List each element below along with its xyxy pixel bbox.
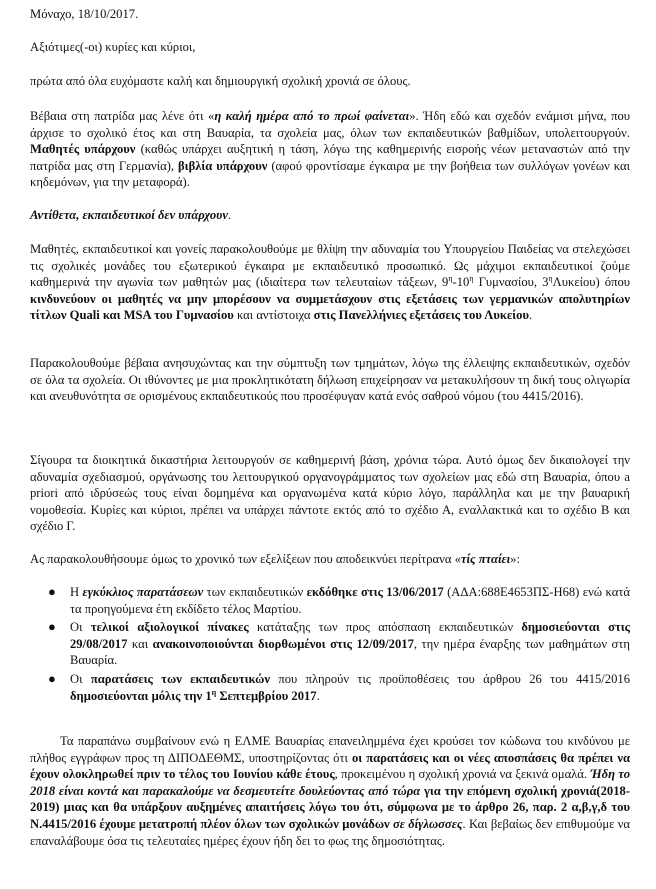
- text-run: Λυκείου) όπου: [552, 275, 630, 290]
- salutation: Αξιότιμες(-οι) κυρίες και κύριοι,: [30, 40, 196, 54]
- text-run: και αντίστοιχα: [233, 308, 314, 323]
- section-heading: [30, 207, 630, 224]
- emphasis-2018: Ήδη το 2018 είναι κοντά και παρακαλούμε να δεσμευτείτε δουλεύοντας από τώρα: [30, 767, 630, 798]
- bullet-icon: ●: [48, 619, 56, 635]
- text-run: .: [316, 688, 320, 703]
- list-item: [48, 584, 630, 617]
- text-run: Μαθητές, εκπαιδευτικοί και γονείς παρακολουθούμε με θλίψη την αδυναμία του Υπουργείου Παιδείας να στελεχώσει τις σχολικές μονάδες του εξωτερικού έγκαιρα με εκπαιδευτικό προσωπικό. Ως μάχιμοι εκπαιδευτικοί ζούμε καθημερινά την αγωνία των μαθητών μας (ιδιαίτερα των τελευταίων τάξεων, 9: [30, 242, 630, 290]
- text-run: Η: [70, 585, 83, 599]
- bullet-icon: ●: [48, 584, 56, 599]
- heading-text: Αντίθετα, εκπαιδευτικοί δεν υπάρχουν: [30, 208, 228, 222]
- place-date: Μόναχο, 18/10/2017.: [30, 7, 139, 21]
- emphasis-students: Μαθητές υπάρχουν: [30, 142, 136, 157]
- paragraph-closing: [30, 733, 630, 849]
- emphasis: Σεπτεμβρίου 2017: [216, 688, 317, 703]
- list-item: [48, 619, 630, 669]
- text-run: . Και βεβαίως δεν επιθυμούμε να επαναλάβουμε όσα τις τελευταίες ημέρες έχουν ήδη δει το φως της δημοσιότητας.: [30, 816, 630, 848]
- superscript: η: [448, 274, 453, 283]
- superscript: η: [469, 274, 474, 283]
- emphasis-requirements: για την επόμενη σχολική χρονιά(2018-2019) μιας και θα υπάρξουν αυξημένες απαιτήσεις λόγω του ότι, σύμφωνα με το άρθρο 26, παρ. 2 α,β,γ,δ του Ν.4415/2016 έχουμε μετατροπή πλέον όλων των σχολικών μονάδων: [30, 783, 630, 831]
- emphasis-bilingual: σε δίγλωσσες: [392, 816, 463, 831]
- text-run: -10: [452, 275, 470, 290]
- text-run: Οι: [70, 671, 91, 686]
- text-run: που πληρούν τις προϋποθέσεις του άρθρου 26 του 4415/2016: [270, 671, 630, 686]
- list-item: [48, 670, 630, 704]
- text-run: Οι: [70, 620, 91, 635]
- text-run: .: [528, 308, 533, 323]
- timeline-list: [48, 584, 630, 706]
- superscript: η: [548, 274, 553, 283]
- text-run: κατάταξης των προς απόσπαση εκπαιδευτικών: [248, 620, 522, 635]
- emphasis: δημοσιεύονται στις 29/08/2017: [70, 620, 630, 651]
- text-run: »:: [510, 552, 520, 566]
- paragraph-chronicle: [30, 551, 630, 568]
- text-run: ». Ήδη εδώ και σχεδόν ενάμισι μήνα, που άρχισε το σχολικό έτος και στη Βαυαρία, τα σχολεία μας, όλων των εκπαιδευτικών βαθμίδων, υπολειτουργούν.: [30, 109, 630, 140]
- emphasis-quote: τίς πταίει: [460, 552, 511, 566]
- text-run: Βέβαια στη πατρίδα μας λένε ότι «: [30, 109, 215, 123]
- paragraph-merging: Παρακολουθούμε βέβαια ανησυχώντας και την σύμπτυξη των τμημάτων, λόγω της έλλειψης εκπαιδευτικών, σχεδόν σε όλα τα σχολεία. Οι ιθύνοντες με μια προκλητικότατη δήλωση επιχείρησαν να μετακυλήσουν τη δική τους ολιγωρία και ανευθυνότητα σε ορισμένους εκπαιδευτικούς που προσέφυγαν κατά ενός σαθρού νόμου (του 4415/2016).: [30, 356, 630, 404]
- emphasis: εγκύκλιος παρατάσεων: [82, 585, 204, 599]
- emphasis-quote: η καλή ημέρα από το πρωί φαίνεται: [214, 109, 410, 123]
- text-run: Τα παραπάνω συμβαίνουν ενώ η ΕΛΜΕ Βαυαρίας επανειλημμένα έχει κρούσει τον κώδωνα του κινδύνου με πλήθος εγγράφων προς τη ΔΙΠΟΔΕΘΜΣ, υποστηρίζοντας ότι: [30, 734, 630, 765]
- text-run: Γυμνασίου, 3: [473, 275, 549, 290]
- emphasis: τελικοί αξιολογικοί πίνακες: [90, 620, 249, 635]
- bullet-icon: ●: [48, 670, 56, 686]
- paragraph-courts: Σίγουρα τα διοικητικά δικαστήρια λειτουργούν σε καθημερινή βάση, χρόνια τώρα. Αυτό όμως δεν δικαιολογεί την αδυναμία σχεδιασμού, οργάνωσης του λειτουργικού οργανογράμματος των σχολείων μας εδώ στη Βαυαρία, όπου a priori από ιδρύσεώς τους είναι δομημένα και οργανωμένα κατά κύριο λόγο, παράλληλα και με την βαυαρική νομοθεσία. Κυρίες και κύριοι, πρέπει να υπάρχει πάντοτε εκτός από το σχέδιο Α, εναλλακτικά και το σχέδιο Β και σχέδιο Γ.: [30, 453, 630, 534]
- text-run: (ΑΔΑ:688Ε4653ΠΣ-Η68) ενώ κατά τα προηγούμενα έτη εκδίδετο τέλος Μαρτίου.: [70, 585, 630, 616]
- text-run: και: [127, 636, 153, 651]
- paragraph-teachers: [30, 241, 630, 324]
- emphasis: εκδόθηκε στις 13/06/2017: [306, 585, 444, 599]
- superscript: η: [211, 687, 217, 697]
- text-run: , την ημέρα έναρξης των μαθημάτων στη Βαυαρία.: [70, 636, 630, 668]
- text-run: των εκπαιδευτικών: [203, 585, 307, 599]
- greeting: πρώτα από όλα ευχόμαστε καλή και δημιουργική σχολική χρονιά σε όλους.: [30, 74, 411, 88]
- emphasis-panhellenic: στις Πανελλήνιες εξετάσεις του Λυκείου: [313, 308, 529, 323]
- text-run: (καθώς υπάρχει αυξητική η τάση, λόγω της καθημερινής εισροής νέων μεταναστών από την πατρίδα μας στη Γερμανία),: [30, 142, 630, 173]
- text-run: , προκειμένου η σχολική χρονιά να ξεκινά ομαλά.: [334, 767, 591, 782]
- emphasis-books: βιβλία υπάρχουν: [178, 158, 268, 173]
- heading-end: .: [227, 208, 232, 222]
- emphasis: παρατάσεις των εκπαιδευτικών: [90, 671, 271, 686]
- emphasis: ανακοινοποιούνται διορθωμένοι στις 12/09/2017: [152, 636, 414, 651]
- emphasis: δημοσιεύονται μόλις την 1: [70, 688, 212, 703]
- text-run: (αφού φροντίσαμε έγκαιρα με την βοήθεια των συλλόγων γονέων και κηδεμόνων, για την μεταφορά).: [30, 158, 631, 190]
- emphasis-deadline: οι παρατάσεις και οι νέες αποσπάσεις θα πρέπει να έχουν ολοκληρωθεί πριν το τέλος του Ιουνίου κάθε έτους: [30, 750, 630, 782]
- emphasis-exams: κινδυνεύουν οι μαθητές να μην μπορέσουν να συμμετάσχουν στις εξετάσεις των γερμανικών απολυτηρίων τίτλων Quali και MSA του Γυμνασίου: [30, 291, 630, 323]
- text-run: Ας παρακολουθήσουμε όμως το χρονικό των εξελίξεων που αποδεικνύει περίτρανα «: [30, 552, 461, 566]
- paragraph-intro: [30, 108, 630, 191]
